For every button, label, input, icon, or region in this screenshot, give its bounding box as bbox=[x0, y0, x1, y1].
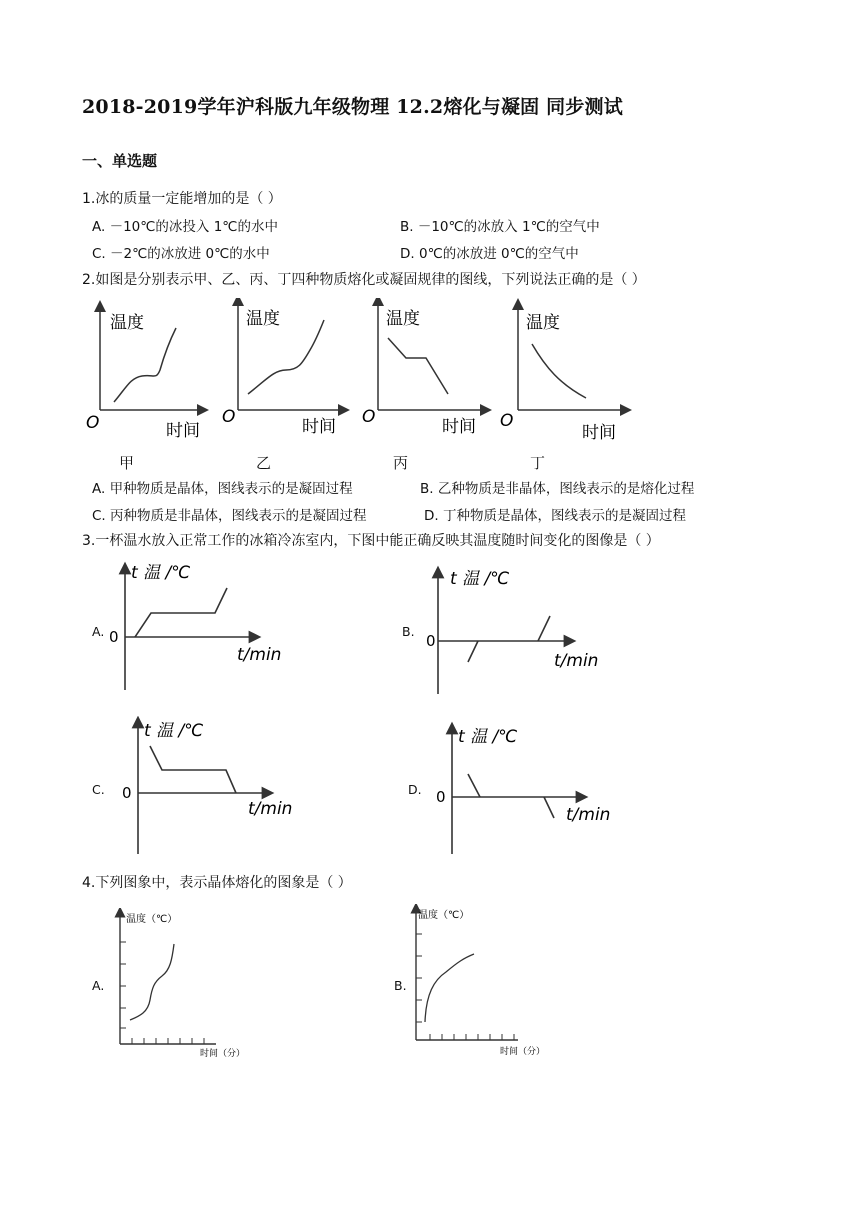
graph-bing-origin: O bbox=[362, 407, 376, 427]
section-title: 一、单选题 bbox=[82, 152, 158, 170]
q3-label-a: A. bbox=[92, 624, 105, 639]
q3d-xlabel: t/min bbox=[566, 805, 611, 825]
graph-bing-xlabel: 时间 bbox=[442, 417, 476, 437]
q4-label-b: B. bbox=[394, 978, 407, 993]
q2-option-d: D. 丁种物质是晶体，图线表示的是凝固过程 bbox=[424, 508, 686, 524]
graph-ding-xlabel: 时间 bbox=[582, 423, 616, 443]
q4-graph-a bbox=[108, 908, 248, 1058]
q3-graph-a bbox=[105, 560, 305, 692]
graph-yi-ylabel: 温度 bbox=[246, 309, 280, 329]
q2-option-c: C. 丙种物质是非晶体，图线表示的是凝固过程 bbox=[92, 508, 367, 524]
q4-stem: 4.下列图象中，表示晶体熔化的图象是（ ） bbox=[82, 875, 352, 891]
q3-graph-b bbox=[420, 564, 620, 696]
q3a-origin: 0 bbox=[109, 628, 119, 646]
q3-graph-c bbox=[118, 716, 318, 856]
q3-graph-d bbox=[432, 720, 632, 860]
q4a-ylabel: 温度（℃） bbox=[126, 914, 178, 925]
graph-jia-ylabel: 温度 bbox=[110, 313, 144, 333]
graph-jia bbox=[86, 306, 203, 441]
q3c-xlabel: t/min bbox=[248, 799, 293, 819]
q1-option-c: C. －2℃的冰放进 0℃的水中 bbox=[92, 246, 270, 262]
graph-jia-origin: O bbox=[86, 413, 100, 433]
graph-yi bbox=[222, 300, 344, 437]
q3a-ylabel: t 温 /℃ bbox=[131, 563, 191, 583]
graph-bing-ylabel: 温度 bbox=[386, 309, 420, 329]
caption-jia: 甲 bbox=[119, 454, 135, 472]
caption-yi: 乙 bbox=[256, 454, 272, 472]
q4b-xlabel: 时间（分） bbox=[500, 1047, 546, 1057]
graph-yi-xlabel: 时间 bbox=[302, 417, 336, 437]
q3a-xlabel: t/min bbox=[237, 645, 282, 665]
graph-ding-ylabel: 温度 bbox=[526, 313, 560, 333]
q4-label-a: A. bbox=[92, 978, 105, 993]
q3-label-b: B. bbox=[402, 624, 415, 639]
graph-ding bbox=[500, 304, 626, 443]
graph-ding-origin: O bbox=[500, 411, 514, 431]
q4b-ylabel: 温度（℃） bbox=[418, 910, 470, 921]
q3c-ylabel: t 温 /℃ bbox=[144, 721, 204, 741]
q1-option-d: D. 0℃的冰放进 0℃的空气中 bbox=[400, 246, 579, 262]
q3b-ylabel: t 温 /℃ bbox=[450, 569, 510, 589]
q4a-xlabel: 时间（分） bbox=[200, 1049, 246, 1058]
page-title: 2018-2019学年沪科版九年级物理 12.2熔化与凝固 同步测试 bbox=[82, 96, 623, 118]
q3b-origin: 0 bbox=[426, 632, 436, 650]
q3c-origin: 0 bbox=[122, 784, 132, 802]
q4-graph-b bbox=[404, 904, 564, 1058]
q3-stem: 3.一杯温水放入正常工作的冰箱冷冻室内，下图中能正确反映其温度随时间变化的图像是（ ） bbox=[82, 533, 660, 549]
q2-option-b: B. 乙种物质是非晶体，图线表示的是熔化过程 bbox=[420, 481, 695, 497]
graph-yi-origin: O bbox=[222, 407, 236, 427]
q3d-ylabel: t 温 /℃ bbox=[458, 727, 518, 747]
q1-option-a: A. －10℃的冰投入 1℃的水中 bbox=[92, 219, 278, 235]
q3d-origin: 0 bbox=[436, 788, 446, 806]
q1-option-b: B. －10℃的冰放入 1℃的空气中 bbox=[400, 219, 600, 235]
q2-graphs bbox=[78, 298, 638, 448]
q2-stem: 2.如图是分别表示甲、乙、丙、丁四种物质熔化或凝固规律的图线，下列说法正确的是（ ） bbox=[82, 272, 646, 288]
q2-option-a: A. 甲种物质是晶体，图线表示的是凝固过程 bbox=[92, 481, 353, 497]
caption-ding: 丁 bbox=[530, 454, 546, 472]
q3b-xlabel: t/min bbox=[554, 651, 599, 671]
q1-stem: 1.冰的质量一定能增加的是（ ） bbox=[82, 191, 282, 207]
q3-label-d: D. bbox=[408, 782, 422, 797]
graph-bing bbox=[362, 300, 486, 437]
q3-label-c: C. bbox=[92, 782, 105, 797]
caption-bing: 丙 bbox=[393, 454, 409, 472]
graph-jia-xlabel: 时间 bbox=[166, 421, 200, 441]
